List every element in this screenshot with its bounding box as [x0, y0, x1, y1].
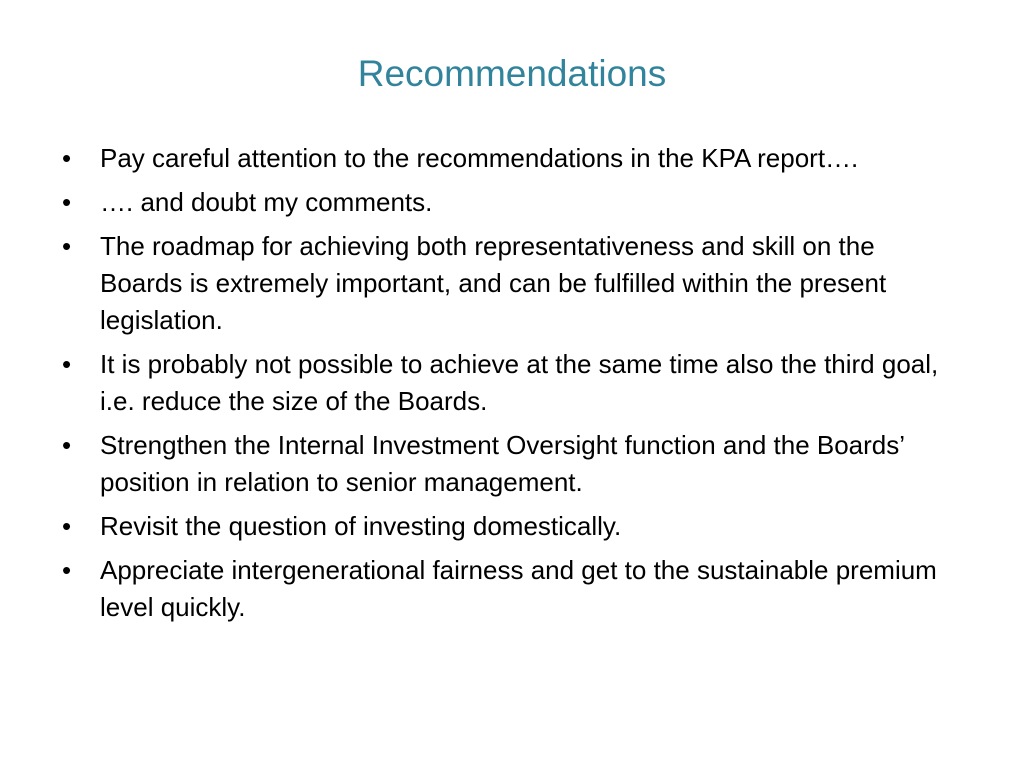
bullet-icon: • [62, 349, 72, 379]
list-item-text: The roadmap for achieving both representativeness and skill on the Boards is extremely important, and can be fulfilled within the present legislation. [100, 231, 887, 335]
list-item-text: Appreciate intergenerational fairness and get to the sustainable premium level quickly. [100, 555, 937, 622]
bullet-icon: • [62, 511, 72, 541]
list-item-text: It is probably not possible to achieve at the same time also the third goal, i.e. reduce the size of the Boards. [100, 349, 939, 416]
list-item [62, 346, 962, 420]
bullet-icon: • [62, 231, 72, 261]
list-item-text: Revisit the question of investing domestically. [100, 511, 622, 541]
list-item-text: Strengthen the Internal Investment Oversight function and the Boards’ position in relation to senior management. [100, 430, 905, 497]
bullet-icon: • [62, 187, 72, 217]
bullet-icon: • [62, 430, 72, 460]
list-item [62, 140, 962, 177]
list-item [62, 184, 962, 221]
list-item [62, 508, 962, 545]
list-item-text: Pay careful attention to the recommendations in the KPA report…. [100, 143, 859, 173]
list-item-text: …. and doubt my comments. [100, 187, 433, 217]
list-item [62, 552, 962, 626]
bullet-list [62, 140, 962, 633]
bullet-icon: • [62, 143, 72, 173]
list-item [62, 228, 962, 339]
slide-title: Recommendations [357, 53, 667, 94]
list-item [62, 427, 962, 501]
bullet-icon: • [62, 555, 72, 585]
